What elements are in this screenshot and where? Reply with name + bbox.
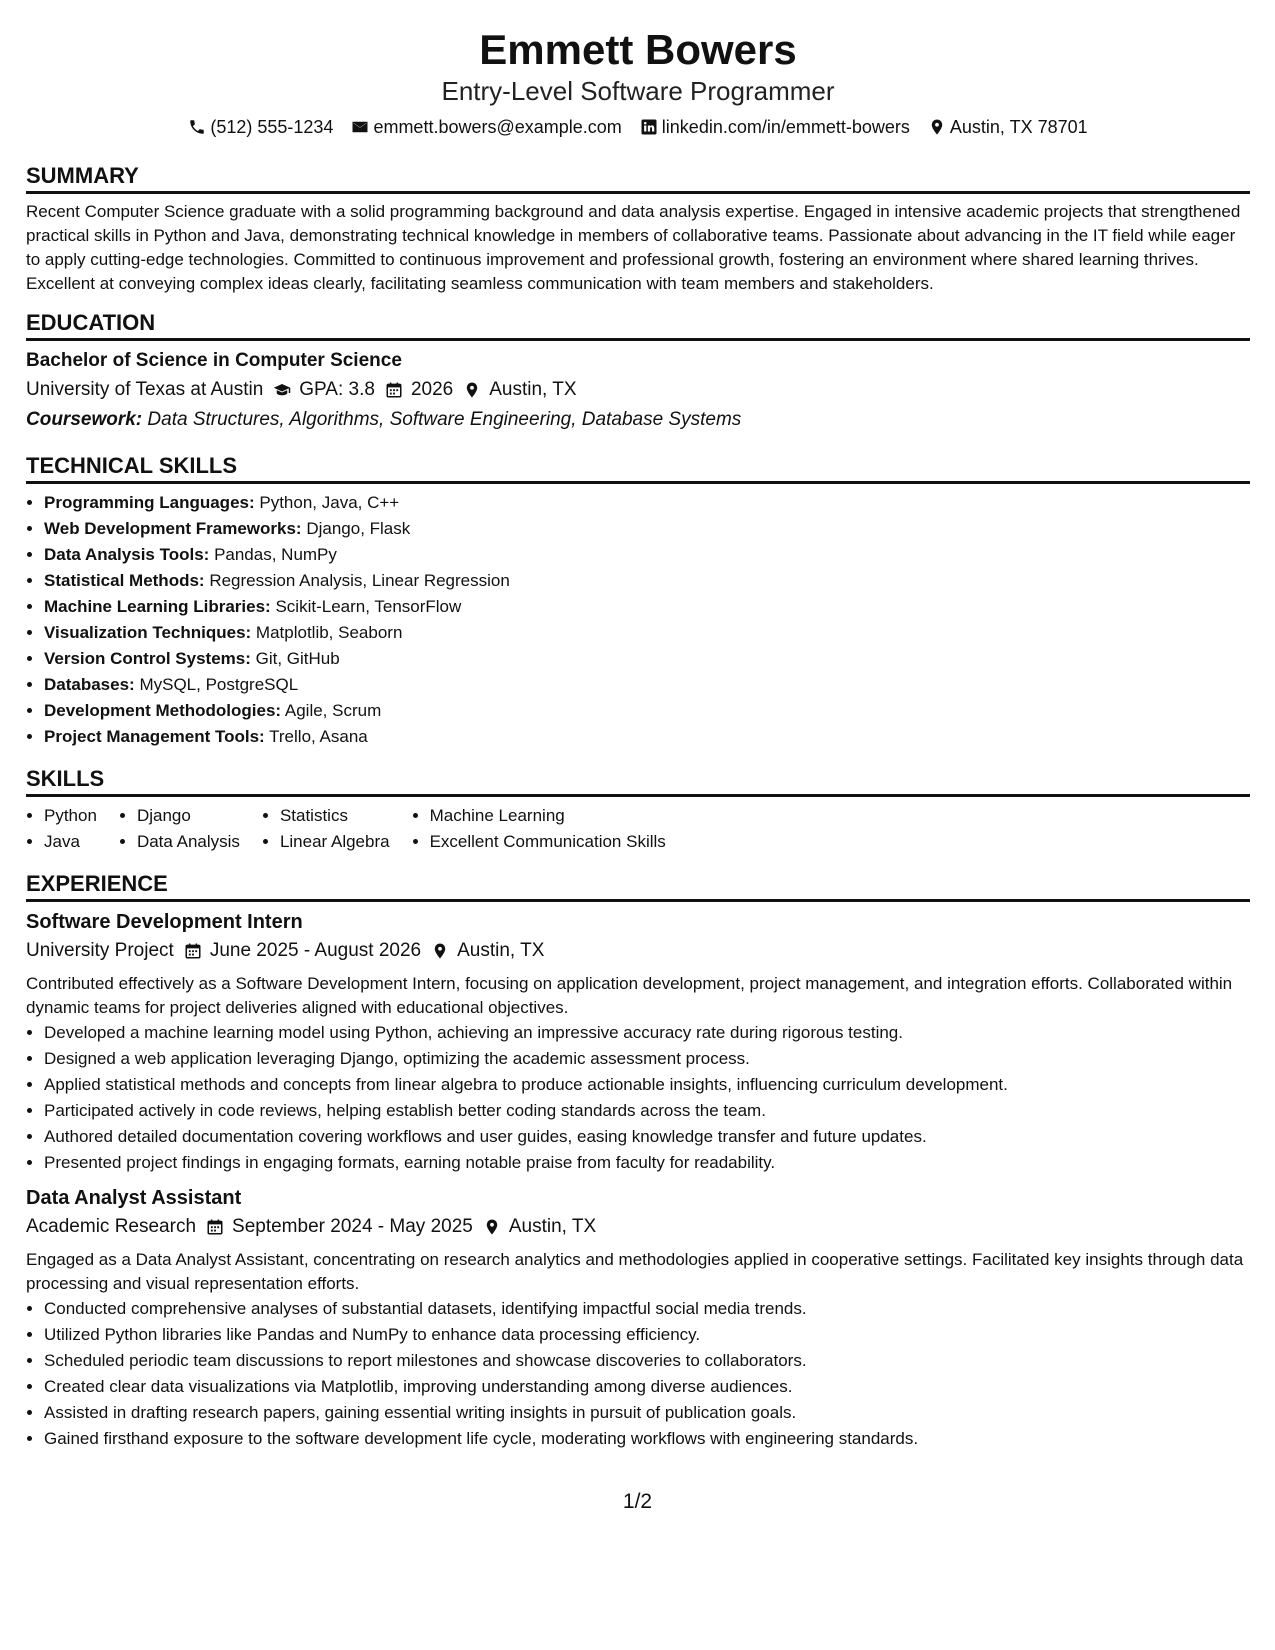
- skills-grid: [26, 803, 1250, 855]
- section-title-technical-skills: TECHNICAL SKILLS: [26, 453, 1250, 484]
- skill-label: Data Analysis Tools:: [44, 545, 210, 564]
- section-title-experience: EXPERIENCE: [26, 871, 1250, 902]
- list-item: [44, 516, 1250, 542]
- list-item: [44, 542, 1250, 568]
- skill-value: Matplotlib, Seaborn: [255, 623, 403, 642]
- coursework-label: Coursework:: [26, 409, 143, 430]
- job-title: Data Analyst Assistant: [26, 1187, 242, 1209]
- job-dates: June 2025 - August 2026: [209, 940, 422, 961]
- skills-column: [262, 803, 390, 855]
- list-item: • Gained firsthand exposure to the software development life cycle, moderating workflows with engineering standards.: [44, 1426, 1250, 1452]
- list-item: [44, 620, 1250, 646]
- coursework-line: [26, 405, 1250, 435]
- job-entry: [26, 908, 1250, 1176]
- gpa-text: GPA: 3.8: [299, 379, 375, 400]
- education-section: [26, 310, 1250, 435]
- skill-label: Project Management Tools:: [44, 727, 265, 746]
- calendar-icon: [385, 381, 403, 399]
- list-item: [44, 724, 1250, 750]
- list-item: • Django: [137, 803, 240, 829]
- job-bullets: [26, 1020, 1250, 1176]
- skills-column: [119, 803, 240, 855]
- list-item: • Machine Learning: [430, 803, 666, 829]
- skill-label: Development Methodologies:: [44, 701, 282, 720]
- job-description: Engaged as a Data Analyst Assistant, concentrating on research analytics and methodologies applied in cooperative settings. Facilitated key insights through data processing and visual representation efforts.: [26, 1250, 1244, 1293]
- gpa-item: [273, 375, 375, 405]
- skills-column: [412, 803, 666, 855]
- list-item: • Utilized Python libraries like Pandas and NumPy to enhance data processing efficiency.: [44, 1322, 1250, 1348]
- list-item: • Created clear data visualizations via Matplotlib, improving understanding among diverse audiences.: [44, 1374, 1250, 1400]
- skills-section: [26, 766, 1250, 855]
- skills-column: [26, 803, 97, 855]
- list-item: • Linear Algebra: [280, 829, 390, 855]
- list-item: [44, 594, 1250, 620]
- contact-phone: [188, 115, 333, 139]
- job-dates-item: [184, 936, 421, 966]
- list-item: • Authored detailed documentation covering workflows and user guides, easing knowledge transfer and future updates.: [44, 1124, 1250, 1150]
- job-title: Software Development Intern: [26, 911, 303, 933]
- resume-header: [26, 25, 1250, 139]
- summary-text: Recent Computer Science graduate with a solid programming background and data analysis expertise. Engaged in intensive academic projects that strengthened practical skills in Python and Java, demonstrating technical knowledge in members of collaborative teams. Passionate about advancing in the IT field while eager to apply cutting-edge technologies. Committed to continuous improvement and professional growth, fostering an environment where shared learning thrives. Excellent at conveying complex ideas clearly, facilitating seamless communication with team members and stakeholders.: [26, 202, 1241, 293]
- section-title-education: EDUCATION: [26, 310, 1250, 341]
- skill-value: Regression Analysis, Linear Regression: [209, 571, 510, 590]
- list-item: [44, 568, 1250, 594]
- list-item: [44, 672, 1250, 698]
- linkedin-icon: [640, 118, 658, 136]
- skill-value: Agile, Scrum: [284, 701, 382, 720]
- skill-value: MySQL, PostgreSQL: [139, 675, 299, 694]
- contact-linkedin[interactable]: [640, 115, 910, 139]
- list-item: [44, 646, 1250, 672]
- map-pin-icon: [483, 1218, 501, 1236]
- linkedin-text: linkedin.com/in/emmett-bowers: [661, 117, 910, 137]
- map-pin-icon: [431, 942, 449, 960]
- technical-skills-list: [26, 490, 1250, 750]
- skill-label: Machine Learning Libraries:: [44, 597, 271, 616]
- skill-value: Trello, Asana: [269, 727, 368, 746]
- job-location: Austin, TX: [457, 940, 545, 961]
- calendar-icon: [184, 942, 202, 960]
- section-title-skills: SKILLS: [26, 766, 1250, 797]
- calendar-icon: [206, 1218, 224, 1236]
- experience-section: [26, 871, 1250, 1452]
- skill-label: Visualization Techniques:: [44, 623, 252, 642]
- job-meta: [26, 1212, 1250, 1242]
- year-text: 2026: [410, 379, 454, 400]
- year-item: [385, 375, 453, 405]
- skill-label: Statistical Methods:: [44, 571, 205, 590]
- email-text: emmett.bowers@example.com: [373, 117, 622, 137]
- contact-bar: [26, 115, 1250, 139]
- skill-value: Python, Java, C++: [259, 493, 400, 512]
- skill-value: Pandas, NumPy: [214, 545, 337, 564]
- list-item: • Data Analysis: [137, 829, 240, 855]
- map-pin-icon: [463, 381, 481, 399]
- summary-section: [26, 163, 1250, 296]
- skill-value: Django, Flask: [306, 519, 411, 538]
- list-item: • Participated actively in code reviews, helping establish better coding standards across the team.: [44, 1098, 1250, 1124]
- job-entry: [26, 1184, 1250, 1452]
- skill-label: Web Development Frameworks:: [44, 519, 302, 538]
- education-location-text: Austin, TX: [489, 379, 577, 400]
- list-item: [44, 490, 1250, 516]
- skill-label: Databases:: [44, 675, 135, 694]
- section-title-summary: SUMMARY: [26, 163, 1250, 194]
- job-dates-item: [206, 1212, 473, 1242]
- job-org: University Project: [26, 940, 174, 961]
- job-dates: September 2024 - May 2025: [232, 1216, 473, 1237]
- list-item: • Applied statistical methods and concepts from linear algebra to produce actionable insights, influencing curriculum development.: [44, 1072, 1250, 1098]
- phone-icon: [188, 118, 206, 136]
- job-org: Academic Research: [26, 1216, 197, 1237]
- degree-title: Bachelor of Science in Computer Science: [26, 350, 402, 371]
- list-item: • Excellent Communication Skills: [430, 829, 666, 855]
- list-item: • Statistics: [280, 803, 390, 829]
- education-location-item: [463, 375, 576, 405]
- skill-label: Programming Languages:: [44, 493, 255, 512]
- skill-label: Version Control Systems:: [44, 649, 251, 668]
- skill-value: Git, GitHub: [255, 649, 340, 668]
- education-meta: [26, 375, 1250, 405]
- list-item: • Scheduled periodic team discussions to report milestones and showcase discoveries to collaborators.: [44, 1348, 1250, 1374]
- job-description: Contributed effectively as a Software Development Intern, focusing on application development, project management, and integration efforts. Collaborated within dynamic teams for project deliveries aligned with educational objectives.: [26, 974, 1233, 1017]
- job-meta: [26, 936, 1250, 966]
- graduation-cap-icon: [273, 381, 291, 399]
- candidate-name: Emmett Bowers: [479, 26, 797, 73]
- skill-value: Scikit-Learn, TensorFlow: [275, 597, 462, 616]
- location-text: Austin, TX 78701: [949, 117, 1088, 137]
- list-item: • Java: [44, 829, 97, 855]
- job-location: Austin, TX: [508, 1216, 597, 1237]
- job-location-item: [431, 936, 544, 966]
- contact-email[interactable]: [351, 115, 621, 139]
- list-item: • Presented project findings in engaging formats, earning notable praise from faculty for readability.: [44, 1150, 1250, 1176]
- school-name: University of Texas at Austin: [26, 379, 264, 400]
- contact-location: [928, 115, 1088, 139]
- envelope-icon: [351, 118, 369, 136]
- coursework-text: Data Structures, Algorithms, Software Engineering, Database Systems: [147, 409, 742, 430]
- list-item: • Assisted in drafting research papers, gaining essential writing insights in pursuit of publication goals.: [44, 1400, 1250, 1426]
- resume-page: [26, 0, 1250, 1452]
- page-number: 1/2: [622, 1490, 653, 1513]
- job-location-item: [483, 1212, 596, 1242]
- list-item: • Developed a machine learning model using Python, achieving an impressive accuracy rate during rigorous testing.: [44, 1020, 1250, 1046]
- job-bullets: [26, 1296, 1250, 1452]
- list-item: [44, 698, 1250, 724]
- phone-text: (512) 555-1234: [210, 117, 334, 137]
- list-item: • Designed a web application leveraging Django, optimizing the academic assessment process.: [44, 1046, 1250, 1072]
- candidate-title: Entry-Level Software Programmer: [441, 76, 835, 106]
- list-item: • Python: [44, 803, 97, 829]
- list-item: • Conducted comprehensive analyses of substantial datasets, identifying impactful social media trends.: [44, 1296, 1250, 1322]
- technical-skills-section: [26, 453, 1250, 750]
- map-pin-icon: [928, 118, 946, 136]
